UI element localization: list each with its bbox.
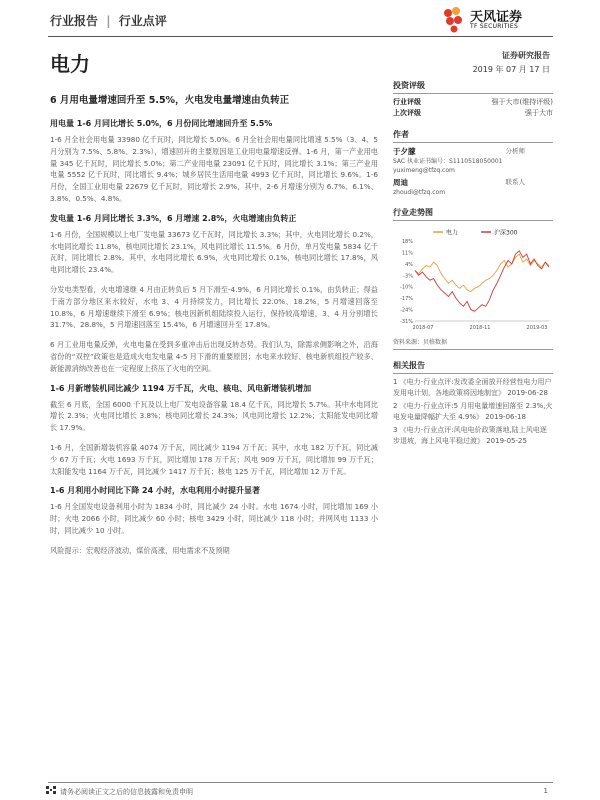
industry-rating-value: 强于大市(维持评级)	[491, 98, 553, 106]
footer-divider	[48, 782, 553, 783]
author-1-email[interactable]: yuximeng@tfzq.com	[393, 167, 455, 174]
legend-label: 沪深300	[494, 229, 518, 237]
header-divider	[48, 36, 553, 37]
y-tick-label: -24%	[400, 307, 413, 314]
paragraph: 分发电类型看，火电增速继 4 月由正转负后 5 月下滑至-4.9%，6 月同比增长 0.1%，由负转正；得益于南方部分地区来水较好，水电 3、4 月持续发力，同比增长 22.0%、18.2%，5 月增速回落至 10.8%，6 月增速继续下滑至 6.9%；核电因新机组陆续投入运行，保持较高增速，3、4 月分别增长 31.7%、28.8%，5 月增速回落至 15.4%，6 月增速回升至 17.8%。	[50, 284, 378, 330]
document-date: 2019 年 07 月 17 日	[472, 65, 550, 74]
author-2-name: 周迪	[393, 178, 408, 187]
risk-warning: 风险提示：宏观经济波动，煤价高涨，用电需求不及预期	[50, 545, 230, 555]
related-report-1[interactable]: 1 《电力-行业点评:发改委全面放开经营性电力用户发用电计划，各地政策将因地制宜》 2019-06-28	[393, 378, 552, 397]
y-tick-label: 18%	[401, 239, 413, 245]
page-number: 1	[543, 787, 548, 795]
paragraph: 6 月工业用电量反弹，火电电量在受到多重冲击后出现反转态势。我们认为，除需求侧影响之外，沿海省份的“双控”政策也是造成火电发电量 4-5 月下滑的重要原因；水电来水较好、核电新机组投产较多、新能源消纳改善也在一定程度上挤压了火电的空间。	[50, 340, 378, 373]
section-title: 用电量 1-6 月同比增长 5.0%，6 月份同比增速回升至 5.5%	[50, 119, 273, 128]
y-tick-label: -31%	[400, 319, 413, 325]
paragraph: 1-6 月全国发电设备利用小时为 1834 小时，同比减少 24 小时。水电 1674 小时，同比增加 169 小时；火电 2066 小时，同比减少 60 小时；核电 3429 小时，同比减少 118 小时；并网风电 1133 小时，同比减少 10 小时。	[50, 502, 378, 535]
y-tick-label: -10%	[400, 284, 413, 291]
x-tick-label: 2018-11	[469, 325, 491, 331]
legend-label: 电力	[446, 229, 459, 237]
section-consumption	[50, 118, 378, 205]
section-title: 1-6 月新增装机同比减少 1194 万千瓦，火电、核电、风电新增装机增加	[50, 383, 312, 393]
author-1	[393, 146, 553, 157]
brand-name-en: TF SECURITIES	[470, 23, 519, 30]
section-generation	[50, 213, 378, 375]
main-content	[50, 80, 378, 565]
trend-chart	[393, 225, 553, 335]
industry-rating-label: 行业评级	[393, 98, 421, 106]
tag-industry-report: 行业报告	[50, 14, 99, 28]
y-tick-label: -17%	[400, 296, 413, 303]
chart-source: 资料来源：贝格数据	[393, 337, 553, 350]
x-tick-label: 2019-03	[526, 325, 548, 331]
author-1-role: 分析师	[505, 147, 525, 155]
paragraph: 1-6 月，全国新增装机容量 4074 万千瓦，同比减少 1194 万千瓦；其中，水电 182 万千瓦，同比减少 67 万千瓦；火电 1693 万千瓦，同比增加 178 万千瓦；风电 909 万千瓦，同比增加 99 万千瓦；太阳能发电 1164 万千瓦，同比减少 1417 万千瓦；核电 125 万千瓦，同比增加 12 万千瓦。	[50, 442, 378, 476]
paragraph: 截至 6 月底，全国 6000 千瓦及以上电厂发电设备容量 18.4 亿千瓦，同比增长 5.7%。其中水电同比增长 2.3%；火电同比增长 3.8%；核电同比增长 24.3%；风电同比增长 12.2%；太阳能发电同比增长 17.9%。	[50, 399, 378, 433]
section-utilization	[50, 485, 378, 556]
author-1-name: 于夕朦	[393, 147, 416, 156]
trend-chart-svg	[393, 225, 553, 335]
sidebar	[393, 80, 553, 449]
report-headline: 6 月用电量增速回升至 5.5%，火电发电量增速由负转正	[50, 95, 290, 106]
section-title: 1-6 月利用小时同比下降 24 小时，水电利用小时提升显著	[50, 486, 260, 496]
brand-name: 天风证券	[470, 10, 523, 25]
prev-rating-row	[393, 108, 553, 119]
page-title: 电力	[50, 52, 90, 76]
series-line-沪深300	[415, 251, 549, 311]
report-category	[50, 12, 167, 29]
prev-rating-value: 强于大市	[525, 109, 553, 117]
author-2-role: 联系人	[505, 178, 525, 186]
paragraph: 1-6 月全社会用电量 33980 亿千瓦时，同比增长 5.0%。6 月全社会用电量同比增速 5.5%（3、4、5 月分别为 7.5%、5.8%、2.3%），增速回升的主要原因是工业用电量增速反弹。1-6 月，第一产业用电量 345 亿千瓦时，同比增长 5.0%；第二产业用电量 23091 亿千瓦时，同比增长 3.1%；第三产业用电量 5552 亿千瓦时，同比增长 9.4%；城乡居民生活用电量 4993 亿千瓦时，同比增长 9.6%。1-6 月份，全国工业用电量 22679 亿千瓦时，同比增长 2.9%，其中，2-6 月增速分别为 6.7%、6.1%、3.8%、0.5%、4.8%。	[50, 135, 378, 203]
industry-rating-row	[393, 97, 553, 108]
section-capacity	[50, 383, 378, 478]
y-tick-label: -3%	[403, 273, 413, 280]
document-type: 证券研究报告	[502, 51, 550, 60]
y-tick-label: 11%	[401, 250, 413, 257]
prev-rating-label: 上次评级	[393, 109, 421, 117]
related-heading: 相关报告	[393, 360, 553, 374]
tag-industry-comment: 行业点评	[118, 14, 167, 28]
trend-heading: 行业走势图	[393, 207, 553, 221]
paragraph: 1-6 月份，全国规模以上电厂发电量 33673 亿千瓦时，同比增长 3.3%；其中，火电同比增长 0.2%，水电同比增长 11.8%，核电同比增长 23.1%，风电同比增长 11.5%。6 月份，单月发电量 5834 亿千瓦时，同比增长 2.8%。其中，水电同比增长 6.9%，火电同比增长 0.1%，核电同比增长 17.8%，风电同比增长 23.4%。	[50, 229, 378, 275]
author-2-email[interactable]: zhoudi@tfzq.com	[393, 189, 446, 196]
related-report-3[interactable]: 3 《电力-行业点评:风电电价政策落地,陆上风电逐步退坡，海上风电平稳过渡》 2019-05-25	[393, 426, 547, 445]
author-heading: 作者	[393, 129, 553, 143]
x-tick-label: 2018-07	[412, 325, 434, 331]
author-1-license: SAC 执业证书编号：S1110518050001	[393, 158, 503, 165]
qr-code-icon	[46, 786, 56, 794]
tag-separator: |	[106, 14, 111, 28]
footer-disclaimer: 请务必阅读正文之后的信息披露和免责申明	[60, 788, 193, 796]
y-tick-label: 4%	[405, 261, 413, 268]
related-report-2[interactable]: 2 《电力-行业点评:5 月用电量增速回落至 2.3%,火电发电量降幅扩大至 4.9%》 2019-06-18	[393, 402, 553, 421]
author-2	[393, 177, 553, 188]
section-title: 发电量 1-6 月同比增长 3.3%，6 月增速 2.8%，火电增速由负转正	[50, 213, 297, 223]
rating-heading: 投资评级	[393, 80, 553, 94]
